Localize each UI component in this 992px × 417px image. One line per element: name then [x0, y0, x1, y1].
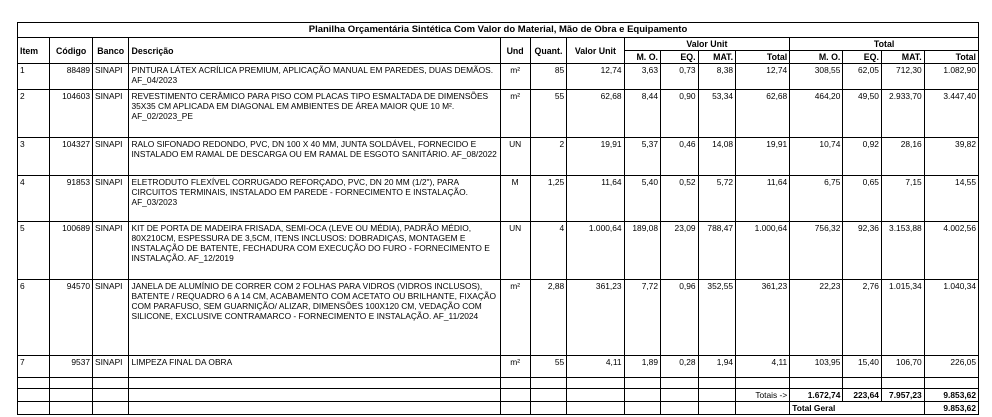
cell-valor-unit: 12,74 — [567, 64, 624, 90]
cell-vu-total: 361,23 — [736, 280, 790, 356]
col-header-banco: Banco — [93, 38, 129, 64]
cell-t-eq: 0,65 — [843, 176, 882, 222]
totals-row — [18, 389, 979, 402]
cell-valor-unit: 4,11 — [567, 356, 624, 378]
cell-t-eq: 92,36 — [843, 222, 882, 280]
totals-label: Totais -> — [736, 389, 790, 402]
col-header-vu-mo: M. O. — [624, 51, 660, 64]
cell-descricao: REVESTIMENTO CERÂMICO PARA PISO COM PLACAS TIPO ESMALTADA DE DIMENSÕES 35X35 CM APLICADA EM DIAGONAL EM AMBIENTES DE ÁREA MAIOR QUE 10 M². AF_02/2023_PE — [129, 90, 500, 138]
cell-t-total: 14,55 — [924, 176, 978, 222]
budget-spreadsheet — [17, 22, 979, 415]
cell-vu-mo: 8,44 — [624, 90, 660, 138]
cell-t-mat: 7,15 — [881, 176, 924, 222]
totals-mo: 1.672,74 — [790, 389, 843, 402]
cell-codigo: 104327 — [50, 138, 93, 176]
col-header-t-mat: MAT. — [881, 51, 924, 64]
table-row — [18, 64, 979, 90]
table-row — [18, 222, 979, 280]
cell-quant: 55 — [530, 90, 566, 138]
cell-vu-total: 19,91 — [736, 138, 790, 176]
cell-descricao: JANELA DE ALUMÍNIO DE CORRER COM 2 FOLHAS PARA VIDROS (VIDROS INCLUSOS), BATENTE / REQUADRO 6 A 14 CM, ACABAMENTO COM ACETATO OU BRILHANTE, FIXAÇÃO COM PARAFUSO, SEM GUARNIÇÃO/ ALIZAR, DIMENSÕES 100X120 CM, VEDAÇÃO COM SILICONE, EXCLUSIVE CONTRAMARCO - FORNECIMENTO E INSTALAÇÃO. AF_11/2024 — [129, 280, 500, 356]
cell-item: 6 — [18, 280, 50, 356]
cell-vu-mo: 3,63 — [624, 64, 660, 90]
cell-descricao: PINTURA LÁTEX ACRÍLICA PREMIUM, APLICAÇÃO MANUAL EM PAREDES, DUAS DEMÃOS. AF_04/2023 — [129, 64, 500, 90]
cell-t-eq: 0,92 — [843, 138, 882, 176]
cell-banco: SINAPI — [93, 356, 129, 378]
cell-t-mat: 2.933,70 — [881, 90, 924, 138]
cell-quant: 4 — [530, 222, 566, 280]
cell-banco: SINAPI — [93, 90, 129, 138]
cell-vu-mat: 14,08 — [698, 138, 736, 176]
col-group-valor-unit: Valor Unit — [624, 38, 790, 51]
cell-vu-total: 4,11 — [736, 356, 790, 378]
cell-codigo: 9537 — [50, 356, 93, 378]
cell-item: 2 — [18, 90, 50, 138]
cell-quant: 55 — [530, 356, 566, 378]
col-group-total: Total — [790, 38, 979, 51]
cell-vu-eq: 0,52 — [661, 176, 699, 222]
cell-t-eq: 49,50 — [843, 90, 882, 138]
cell-t-mo: 308,55 — [790, 64, 843, 90]
budget-table — [17, 37, 979, 415]
cell-t-total: 226,05 — [924, 356, 978, 378]
cell-valor-unit: 19,91 — [567, 138, 624, 176]
cell-und: m² — [500, 90, 530, 138]
cell-und: UN — [500, 138, 530, 176]
cell-vu-total: 62,68 — [736, 90, 790, 138]
cell-vu-total: 12,74 — [736, 64, 790, 90]
table-row — [18, 280, 979, 356]
cell-und: m² — [500, 356, 530, 378]
cell-valor-unit: 11,64 — [567, 176, 624, 222]
cell-item: 5 — [18, 222, 50, 280]
cell-quant: 2 — [530, 138, 566, 176]
cell-vu-eq: 0,90 — [661, 90, 699, 138]
cell-descricao: KIT DE PORTA DE MADEIRA FRISADA, SEMI-OCA (LEVE OU MÉDIA), PADRÃO MÉDIO, 80X210CM, ESPESSURA DE 3,5CM, ITENS INCLUSOS: DOBRADIÇAS, MONTAGEM E INSTALAÇÃO DE BATENTE, FECHADURA COM EXECUÇÃO DO FURO - FORNECIMENTO E INSTALAÇÃO. AF_12/2019 — [129, 222, 500, 280]
totals-total: 9.853,62 — [924, 389, 978, 402]
cell-item: 7 — [18, 356, 50, 378]
cell-codigo: 88489 — [50, 64, 93, 90]
total-geral-label: Total Geral — [790, 402, 924, 415]
cell-quant: 2,88 — [530, 280, 566, 356]
col-header-t-eq: EQ. — [843, 51, 882, 64]
cell-vu-mat: 352,55 — [698, 280, 736, 356]
cell-banco: SINAPI — [93, 176, 129, 222]
cell-t-total: 39,82 — [924, 138, 978, 176]
cell-vu-mat: 788,47 — [698, 222, 736, 280]
col-header-valor-unit: Valor Unit — [567, 38, 624, 64]
cell-valor-unit: 361,23 — [567, 280, 624, 356]
col-header-vu-eq: EQ. — [661, 51, 699, 64]
cell-codigo: 94570 — [50, 280, 93, 356]
cell-und: m² — [500, 64, 530, 90]
cell-t-mo: 22,23 — [790, 280, 843, 356]
cell-quant: 1,25 — [530, 176, 566, 222]
table-row — [18, 90, 979, 138]
col-header-vu-mat: MAT. — [698, 51, 736, 64]
cell-t-mat: 712,30 — [881, 64, 924, 90]
cell-vu-mo: 189,08 — [624, 222, 660, 280]
cell-t-mat: 28,16 — [881, 138, 924, 176]
cell-vu-eq: 23,09 — [661, 222, 699, 280]
cell-vu-eq: 0,46 — [661, 138, 699, 176]
col-header-und: Und — [500, 38, 530, 64]
cell-item: 4 — [18, 176, 50, 222]
cell-t-mo: 103,95 — [790, 356, 843, 378]
cell-vu-mo: 5,37 — [624, 138, 660, 176]
cell-vu-eq: 0,28 — [661, 356, 699, 378]
col-header-quant: Quant. — [530, 38, 566, 64]
cell-t-total: 1.040,34 — [924, 280, 978, 356]
cell-banco: SINAPI — [93, 138, 129, 176]
cell-codigo: 100689 — [50, 222, 93, 280]
cell-t-mat: 106,70 — [881, 356, 924, 378]
totals-mat: 7.957,23 — [881, 389, 924, 402]
cell-t-mo: 10,74 — [790, 138, 843, 176]
cell-t-eq: 62,05 — [843, 64, 882, 90]
table-row — [18, 138, 979, 176]
col-header-vu-total: Total — [736, 51, 790, 64]
cell-t-total: 1.082,90 — [924, 64, 978, 90]
col-header-codigo: Código — [50, 38, 93, 64]
cell-t-mat: 1.015,34 — [881, 280, 924, 356]
cell-banco: SINAPI — [93, 64, 129, 90]
col-header-item: Item — [18, 38, 50, 64]
cell-vu-mo: 7,72 — [624, 280, 660, 356]
cell-vu-mat: 53,34 — [698, 90, 736, 138]
col-header-t-mo: M. O. — [790, 51, 843, 64]
cell-descricao: ELETRODUTO FLEXÍVEL CORRUGADO REFORÇADO, PVC, DN 20 MM (1/2"), PARA CIRCUITOS TERMINAIS, INSTALADO EM PAREDE - FORNECIMENTO E INSTALAÇÃO. AF_03/2023 — [129, 176, 500, 222]
cell-t-total: 4.002,56 — [924, 222, 978, 280]
cell-vu-eq: 0,96 — [661, 280, 699, 356]
cell-banco: SINAPI — [93, 222, 129, 280]
sheet-title: Planilha Orçamentária Sintética Com Valor do Material, Mão de Obra e Equipamento — [17, 22, 979, 37]
cell-valor-unit: 1.000,64 — [567, 222, 624, 280]
cell-banco: SINAPI — [93, 280, 129, 356]
cell-vu-mo: 1,89 — [624, 356, 660, 378]
cell-t-eq: 2,76 — [843, 280, 882, 356]
cell-codigo: 91853 — [50, 176, 93, 222]
cell-t-mo: 756,32 — [790, 222, 843, 280]
cell-codigo: 104603 — [50, 90, 93, 138]
header-row — [18, 38, 979, 51]
total-geral-row — [18, 402, 979, 415]
cell-descricao: RALO SIFONADO REDONDO, PVC, DN 100 X 40 MM, JUNTA SOLDÁVEL, FORNECIDO E INSTALADO EM RAMAL DE DESCARGA OU EM RAMAL DE ESGOTO SANITÁRIO. AF_08/2022 — [129, 138, 500, 176]
cell-quant: 85 — [530, 64, 566, 90]
cell-t-mat: 3.153,88 — [881, 222, 924, 280]
cell-t-mo: 464,20 — [790, 90, 843, 138]
totals-eq: 223,64 — [843, 389, 882, 402]
cell-t-total: 3.447,40 — [924, 90, 978, 138]
cell-und: m² — [500, 280, 530, 356]
cell-vu-mat: 8,38 — [698, 64, 736, 90]
cell-vu-total: 1.000,64 — [736, 222, 790, 280]
cell-und: M — [500, 176, 530, 222]
cell-valor-unit: 62,68 — [567, 90, 624, 138]
col-header-descricao: Descrição — [129, 38, 500, 64]
col-header-t-total: Total — [924, 51, 978, 64]
cell-descricao: LIMPEZA FINAL DA OBRA — [129, 356, 500, 378]
cell-vu-mo: 5,40 — [624, 176, 660, 222]
table-row — [18, 356, 979, 378]
total-geral-value: 9.853,62 — [924, 402, 978, 415]
cell-vu-mat: 5,72 — [698, 176, 736, 222]
spacer-row — [18, 378, 979, 389]
cell-item: 3 — [18, 138, 50, 176]
cell-und: UN — [500, 222, 530, 280]
cell-t-mo: 6,75 — [790, 176, 843, 222]
cell-vu-total: 11,64 — [736, 176, 790, 222]
cell-item: 1 — [18, 64, 50, 90]
cell-t-eq: 15,40 — [843, 356, 882, 378]
cell-vu-eq: 0,73 — [661, 64, 699, 90]
cell-vu-mat: 1,94 — [698, 356, 736, 378]
table-row — [18, 176, 979, 222]
